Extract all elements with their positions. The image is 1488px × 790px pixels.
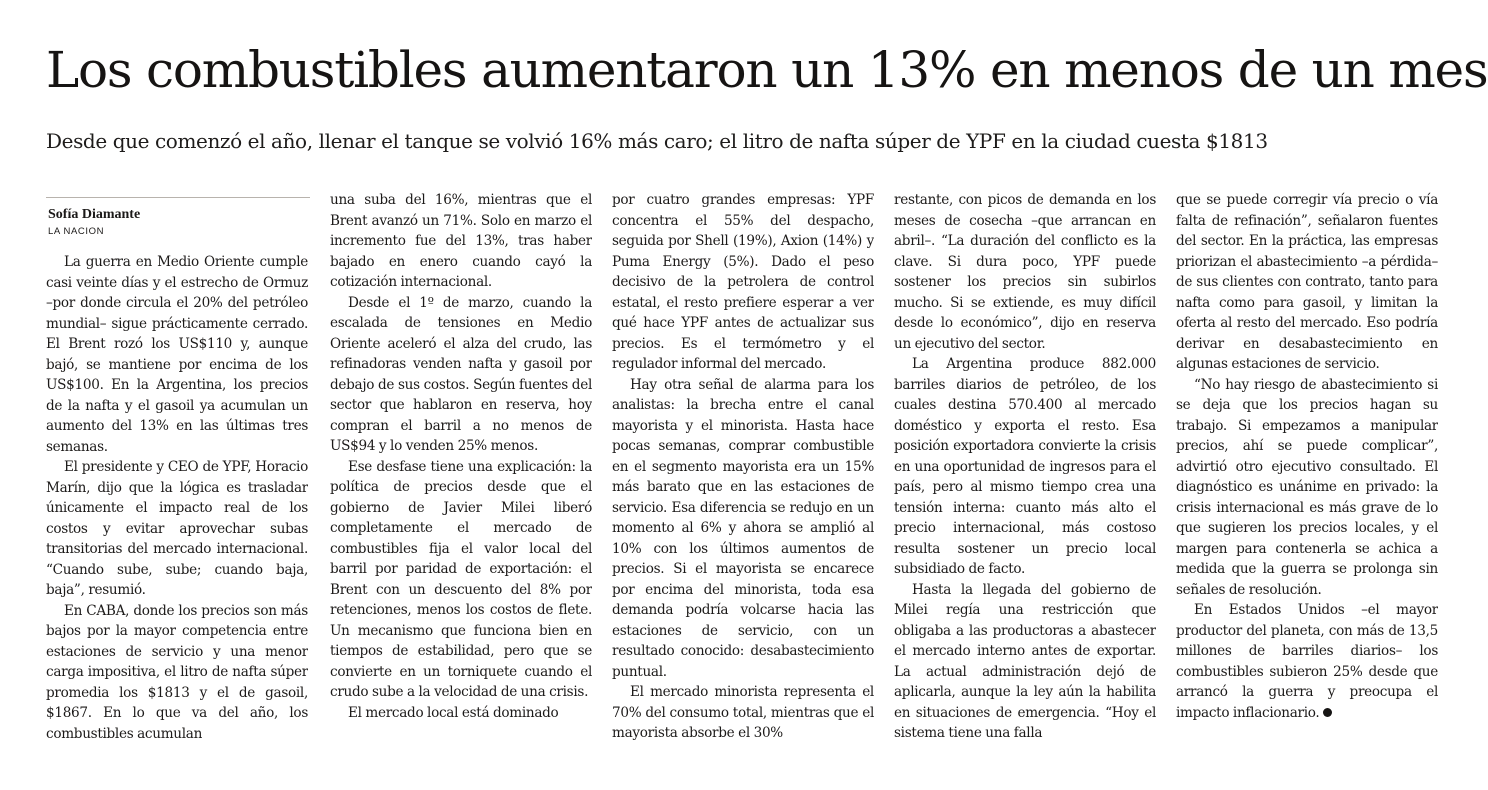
article-column-3 [612,190,874,790]
paragraph: En CABA, donde los precios son más bajos por la mayor competencia entre estaciones de servicio y una menor carga impositiva, el litro de nafta súper promedia los $1813 y el de gasoil, $1867. En lo que va del año, los combustibles acumulan [46,602,308,742]
paragraph: La guerra en Medio Oriente cumple casi veinte días y el estrecho de Ormuz –por donde circula el 20% del petróleo mundial– sigue prácticamente cerrado. El Brent rozó los US$110 y, aunque bajó, se mantiene por encima de los US$100. En la Argentina, los precios de la nafta y el gasoil ya acumulan un aumento del 13% en las últimas tres semanas. [46,254,308,455]
paragraph: El presidente y CEO de YPF, Horacio Marín, dijo que la lógica es trasladar únicamente el impacto real de los costos y evitar aprovechar subas transitorias del mercado internacional. “Cuando sube, sube; cuando baja, baja”, resumió. [46,459,308,598]
paragraph: por cuatro grandes empresas: YPF concentra el 55% del despacho, seguida por Shell (19%), Axion (14%) y Puma Energy (5%). Dado el peso decisivo de la petrolera de control estatal, el resto prefiere esperar a ver qué hace YPF antes de actualizar sus precios. Es el termómetro y el regulador informal del mercado. [612,192,874,372]
paragraph: Ese desfase tiene una explicación: la política de precios desde que el gobierno de Javier Milei liberó completamente el mercado de combustibles fija el valor local del barril por paridad de exportación: el Brent con un descuento del 8% por retenciones, menos los costos de flete. Un mecanismo que funciona bien en tiempos de estabilidad, pero que se convierte en un torniquete cuando el crudo sube a la velocidad de una crisis. [330,458,592,700]
paragraph: Hasta la llegada del gobierno de Milei regía una restricción que obligaba a las productoras a abastecer el mercado interno antes de exportar. La actual administración dejó de aplicarla, aunque la ley aún la habilita en situaciones de emergencia. “Hoy el sistema tiene una falla [894,581,1156,741]
headline: Los combustibles aumentaron un 13% en menos de un mes [46,41,1488,99]
article-column-1 [46,252,308,752]
paragraph: restante, con picos de demanda en los meses de cosecha –que arrancan en abril–. “La duración del conflicto es la clave. Si dura poco, YPF puede sostener los precios sin subirlos mucho. Si se extiende, es muy difícil desde lo económico”, dijo en reserva un ejecutivo del sector. [894,192,1156,352]
paragraph: El mercado minorista representa el 70% del consumo total, mientras que el mayorista absorbe el 30% [612,684,874,741]
paragraph: La Argentina produce 882.000 barriles diarios de petróleo, de los cuales destina 570.400 al mercado doméstico y exporta el resto. Esa posición exportadora convierte la crisis en una oportunidad de ingresos para el país, pero al mismo tiempo crea una tensión interna: cuanto más alto el precio internacional, más costoso resulta sostener un precio local subsidiado de facto. [894,356,1156,577]
article-column-2 [330,190,592,790]
outlet-name: LA NACION [48,226,105,237]
byline-divider [46,197,310,198]
article-column-4 [894,190,1156,790]
paragraph: “No hay riesgo de abastecimiento si se deja que los precios hagan su trabajo. Si empezamos a manipular precios, ahí se puede complicar”, advirtió otro ejecutivo consultado. El diagnóstico es unánime en privado: la crisis internacional es más grave de lo que sugieren los precios locales, y el margen para contenerla se achica a medida que la guerra se prolonga sin señales de resolución. [1176,376,1438,598]
author-name: Sofía Diamante [48,207,141,222]
byline [48,206,308,240]
paragraph: El mercado local está dominado [348,704,559,721]
paragraph: que se puede corregir vía precio o vía falta de refinación”, señalaron fuentes del sector. En la práctica, las empresas priorizan el abastecimiento –a pérdida– de sus clientes con contrato, tanto para nafta como para gasoil, y limitan la oferta al resto del mercado. Eso podría derivar en desabastecimiento en algunas estaciones de servicio. [1176,192,1438,372]
end-of-article-bullet-icon [1323,708,1332,717]
paragraph: Hay otra señal de alarma para los analistas: la brecha entre el canal mayorista y el minorista. Hasta hace pocas semanas, comprar combustible en el segmento mayorista era un 15% más barato que en las estaciones de servicio. Esa diferencia se redujo en un momento al 6% y ahora se amplió al 10% con los últimos aumentos de precios. Si el mayorista se encarece por encima del minorista, toda esa demanda podría volcarse hacia las estaciones de servicio, con un resultado conocido: desabastecimiento puntual. [612,376,874,680]
subheadline: Desde que comenzó el año, llenar el tanque se volvió 16% más caro; el litro de nafta súper de YPF en la ciudad cuesta $1813 [46,129,1268,153]
article-column-5 [1176,190,1438,790]
final-paragraph [1176,600,1438,723]
paragraph-text: En Estados Unidos –el mayor productor del planeta, con más de 13,5 millones de barriles diarios– los combustibles subieron 25% desde que arrancó la guerra y preocupa el impacto inflacionario. [1176,602,1438,721]
paragraph: una suba del 16%, mientras que el Brent avanzó un 71%. Solo en marzo el incremento fue del 13%, tras haber bajado en enero cuando cayó la cotización internacional. [330,192,592,290]
paragraph: Desde el 1º de marzo, cuando la escalada de tensiones en Medio Oriente aceleró el alza del crudo, las refinadoras venden nafta y gasoil por debajo de sus costos. Según fuentes del sector que hablaron en reserva, hoy compran el barril a no menos de US$94 y lo venden 25% menos. [330,294,592,454]
